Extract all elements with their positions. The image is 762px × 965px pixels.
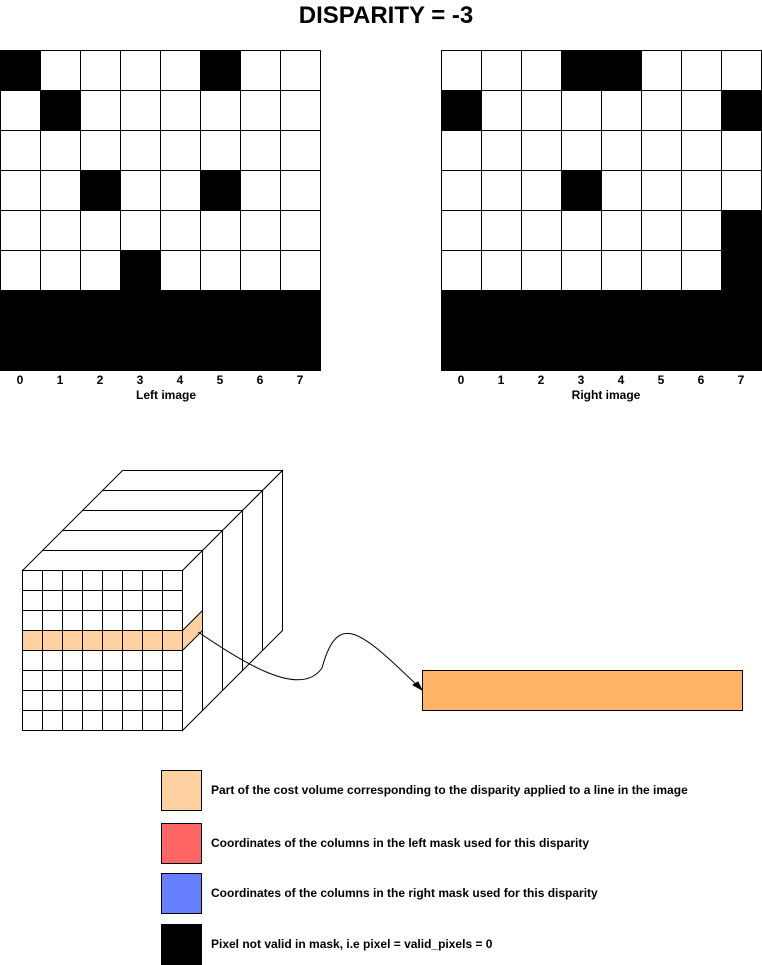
right-image-cell-r3-c3 — [562, 171, 602, 211]
left-image-cell-r7-c3 — [121, 331, 161, 371]
left-image-cell-r3-c5 — [201, 171, 241, 211]
right-image-cell-r3-c4 — [602, 171, 642, 211]
cube-front-cell — [43, 651, 63, 671]
right-image-cell-r3-c5 — [642, 171, 682, 211]
left-image-cell-r0-c7 — [281, 51, 321, 91]
right-image-cell-r4-c0 — [442, 211, 482, 251]
legend-swatch — [162, 771, 202, 811]
right-image-cell-r5-c3 — [562, 251, 602, 291]
right-image-cell-r2-c1 — [482, 131, 522, 171]
cube-front-cell — [163, 571, 183, 591]
right-image-cell-r0-c2 — [522, 51, 562, 91]
right-image-cell-r5-c4 — [602, 251, 642, 291]
left-image-cell-r1-c1 — [41, 91, 81, 131]
cube-front-cell — [163, 671, 183, 691]
right-image-column-label: 5 — [657, 373, 665, 387]
left-image-column-label: 6 — [256, 373, 264, 387]
cube-front-cell — [23, 671, 43, 691]
left-image-cell-r6-c3 — [121, 291, 161, 331]
left-image-grid — [1, 51, 321, 371]
right-image-cell-r2-c4 — [602, 131, 642, 171]
left-image-cell-r7-c4 — [161, 331, 201, 371]
cube-front-cell — [163, 651, 183, 671]
left-image-cell-r7-c7 — [281, 331, 321, 371]
cube-front-cell — [43, 611, 63, 631]
left-image-cell-r7-c5 — [201, 331, 241, 371]
cube-front-cell — [143, 571, 163, 591]
left-image-cell-r3-c1 — [41, 171, 81, 211]
right-image-column-label: 0 — [457, 373, 465, 387]
left-image-cell-r6-c7 — [281, 291, 321, 331]
cube-front-cell — [43, 711, 63, 731]
cube-front-cell — [123, 611, 143, 631]
left-image-cell-r6-c6 — [241, 291, 281, 331]
left-image-cell-r3-c7 — [281, 171, 321, 211]
cube-front-cell — [83, 591, 103, 611]
cube-front-cell — [123, 691, 143, 711]
left-image-cell-r0-c2 — [81, 51, 121, 91]
right-image-cell-r0-c0 — [442, 51, 482, 91]
cube-highlight-cell — [23, 631, 43, 651]
right-image-cell-r1-c3 — [562, 91, 602, 131]
cube-front-cell — [103, 651, 123, 671]
left-image-cell-r6-c4 — [161, 291, 201, 331]
right-image-cell-r1-c2 — [522, 91, 562, 131]
cube-front-cell — [163, 711, 183, 731]
left-image-cell-r1-c0 — [1, 91, 41, 131]
right-image-cell-r2-c2 — [522, 131, 562, 171]
left-image-column-label: 7 — [296, 373, 304, 387]
right-image-cell-r2-c7 — [722, 131, 762, 171]
right-image-cell-r3-c0 — [442, 171, 482, 211]
cube-front-cell — [143, 711, 163, 731]
cube-front-cell — [83, 711, 103, 731]
left-image-cell-r5-c0 — [1, 251, 41, 291]
left-image-cell-r5-c2 — [81, 251, 121, 291]
right-image-cell-r5-c1 — [482, 251, 522, 291]
right-image-cell-r1-c4 — [602, 91, 642, 131]
right-image-cell-r5-c7 — [722, 251, 762, 291]
right-image-cell-r1-c0 — [442, 91, 482, 131]
right-image-cell-r5-c2 — [522, 251, 562, 291]
legend-text: Part of the cost volume corresponding to the disparity applied to a line in the image — [211, 783, 688, 797]
cube-front-cell — [23, 591, 43, 611]
legend-swatch — [162, 874, 202, 914]
right-image-cell-r7-c5 — [642, 331, 682, 371]
right-image-cell-r4-c4 — [602, 211, 642, 251]
right-image-column-label: 1 — [497, 373, 505, 387]
cube-front-cell — [103, 691, 123, 711]
right-image-cell-r6-c7 — [722, 291, 762, 331]
left-image-cell-r6-c2 — [81, 291, 121, 331]
right-image-cell-r0-c4 — [602, 51, 642, 91]
legend-swatch — [162, 824, 202, 864]
left-image-cell-r6-c1 — [41, 291, 81, 331]
cube-front-cell — [83, 611, 103, 631]
disparity-cost-line — [423, 671, 743, 711]
left-image-cell-r5-c6 — [241, 251, 281, 291]
right-image-cell-r5-c0 — [442, 251, 482, 291]
right-image-cell-r6-c4 — [602, 291, 642, 331]
right-image-cell-r0-c5 — [642, 51, 682, 91]
left-image-cell-r4-c4 — [161, 211, 201, 251]
left-image-cell-r1-c4 — [161, 91, 201, 131]
cube-front-cell — [103, 611, 123, 631]
right-image-cell-r7-c7 — [722, 331, 762, 371]
left-image-cell-r2-c1 — [41, 131, 81, 171]
right-image-cell-r7-c1 — [482, 331, 522, 371]
left-image-cell-r2-c0 — [1, 131, 41, 171]
cube-front-cell — [123, 711, 143, 731]
right-image-column-label: 7 — [737, 373, 745, 387]
right-image-cell-r7-c4 — [602, 331, 642, 371]
left-image-cell-r3-c2 — [81, 171, 121, 211]
cube-front-cell — [103, 671, 123, 691]
right-image-column-labels — [458, 373, 745, 387]
right-image-cell-r5-c6 — [682, 251, 722, 291]
right-image-column-label: 3 — [577, 373, 585, 387]
left-image-cell-r4-c2 — [81, 211, 121, 251]
cube-front-cell — [43, 591, 63, 611]
cube-front-cell — [23, 651, 43, 671]
cube-front-cell — [163, 611, 183, 631]
left-image-column-label: 2 — [96, 373, 104, 387]
cube-highlight-cell — [103, 631, 123, 651]
cube-front-cell — [83, 671, 103, 691]
left-image-cell-r2-c4 — [161, 131, 201, 171]
right-image-cell-r6-c3 — [562, 291, 602, 331]
cube-front-cell — [43, 571, 63, 591]
cube-front-cell — [123, 571, 143, 591]
left-image-cell-r6-c0 — [1, 291, 41, 331]
right-image-cell-r6-c6 — [682, 291, 722, 331]
cube-front-cell — [63, 571, 83, 591]
diagram-title: DISPARITY = -3 — [298, 2, 474, 29]
left-image-column-label: 0 — [16, 373, 24, 387]
right-image-cell-r4-c5 — [642, 211, 682, 251]
legend-swatch — [162, 925, 202, 965]
left-image-cell-r1-c6 — [241, 91, 281, 131]
legend-text: Coordinates of the columns in the right mask used for this disparity — [211, 886, 598, 900]
cube-front-cell — [83, 651, 103, 671]
left-image-cell-r0-c6 — [241, 51, 281, 91]
cube-front-cell — [43, 691, 63, 711]
right-image-cell-r4-c3 — [562, 211, 602, 251]
cube-front-cell — [123, 591, 143, 611]
cube-front-cell — [23, 691, 43, 711]
right-image-cell-r6-c5 — [642, 291, 682, 331]
left-image-cell-r0-c5 — [201, 51, 241, 91]
cube-front-cell — [163, 591, 183, 611]
legend — [162, 771, 689, 965]
right-image-cell-r0-c3 — [562, 51, 602, 91]
right-image-cell-r4-c6 — [682, 211, 722, 251]
left-image-cell-r3-c0 — [1, 171, 41, 211]
cube-front-cell — [103, 591, 123, 611]
right-image-cell-r0-c6 — [682, 51, 722, 91]
left-image-cell-r1-c3 — [121, 91, 161, 131]
left-image-cell-r4-c6 — [241, 211, 281, 251]
right-image-cell-r4-c1 — [482, 211, 522, 251]
right-image-column-label: 2 — [537, 373, 545, 387]
right-image-cell-r1-c7 — [722, 91, 762, 131]
cube-front-cell — [143, 651, 163, 671]
right-image-cell-r6-c1 — [482, 291, 522, 331]
cube-front-cell — [103, 571, 123, 591]
cube-front-cell — [123, 651, 143, 671]
cube-front-cell — [143, 671, 163, 691]
right-image-cell-r3-c6 — [682, 171, 722, 211]
cube-front-cell — [63, 591, 83, 611]
right-image-grid — [442, 51, 762, 371]
left-image-label: Left image — [135, 388, 197, 402]
left-image-cell-r0-c3 — [121, 51, 161, 91]
left-image-cell-r2-c5 — [201, 131, 241, 171]
left-image-cell-r2-c6 — [241, 131, 281, 171]
left-image-cell-r0-c0 — [1, 51, 41, 91]
left-image-cell-r4-c3 — [121, 211, 161, 251]
left-image-cell-r0-c4 — [161, 51, 201, 91]
left-image-cell-r3-c3 — [121, 171, 161, 211]
left-image-cell-r5-c1 — [41, 251, 81, 291]
right-image-cell-r7-c2 — [522, 331, 562, 371]
cube-front-cell — [23, 711, 43, 731]
left-image-cell-r7-c6 — [241, 331, 281, 371]
cube-highlight-cell — [163, 631, 183, 651]
right-image-cell-r6-c2 — [522, 291, 562, 331]
right-image-cell-r2-c0 — [442, 131, 482, 171]
cube-front-cell — [103, 711, 123, 731]
cube-front-cell — [23, 611, 43, 631]
right-image-cell-r5-c5 — [642, 251, 682, 291]
cube-front-cell — [63, 711, 83, 731]
left-image-cell-r4-c0 — [1, 211, 41, 251]
right-image-cell-r6-c0 — [442, 291, 482, 331]
right-image-cell-r7-c3 — [562, 331, 602, 371]
left-image-cell-r2-c7 — [281, 131, 321, 171]
cube-front-cell — [83, 691, 103, 711]
cube-front-cell — [83, 571, 103, 591]
left-image-cell-r0-c1 — [41, 51, 81, 91]
cube-highlight-cell — [63, 631, 83, 651]
cube-highlight-cell — [43, 631, 63, 651]
left-image-cell-r2-c2 — [81, 131, 121, 171]
cube-highlight-cell — [143, 631, 163, 651]
legend-text: Pixel not valid in mask, i.e pixel = valid_pixels = 0 — [211, 937, 493, 951]
right-image-cell-r4-c2 — [522, 211, 562, 251]
cube-front-cell — [63, 671, 83, 691]
left-image-cell-r7-c2 — [81, 331, 121, 371]
cube-front-cell — [123, 671, 143, 691]
left-image-cell-r4-c5 — [201, 211, 241, 251]
right-image-cell-r2-c5 — [642, 131, 682, 171]
right-image-cell-r3-c2 — [522, 171, 562, 211]
left-image-cell-r5-c3 — [121, 251, 161, 291]
left-image-cell-r5-c4 — [161, 251, 201, 291]
left-image-cell-r4-c1 — [41, 211, 81, 251]
right-image-cell-r7-c0 — [442, 331, 482, 371]
right-image-cell-r3-c1 — [482, 171, 522, 211]
right-image-cell-r7-c6 — [682, 331, 722, 371]
right-image-cell-r2-c6 — [682, 131, 722, 171]
right-image-cell-r0-c1 — [482, 51, 522, 91]
left-image-cell-r6-c5 — [201, 291, 241, 331]
left-image-column-label: 5 — [216, 373, 224, 387]
right-image-cell-r4-c7 — [722, 211, 762, 251]
left-image-cell-r3-c4 — [161, 171, 201, 211]
cost-volume-cube — [23, 471, 283, 731]
cube-front-cell — [63, 611, 83, 631]
cube-front-cell — [63, 691, 83, 711]
left-image-cell-r1-c2 — [81, 91, 121, 131]
left-image-cell-r3-c6 — [241, 171, 281, 211]
cube-highlight-cell — [123, 631, 143, 651]
left-image-cell-r1-c5 — [201, 91, 241, 131]
left-image-cell-r7-c0 — [1, 331, 41, 371]
right-image-cell-r1-c1 — [482, 91, 522, 131]
right-image-cell-r3-c7 — [722, 171, 762, 211]
left-image-cell-r2-c3 — [121, 131, 161, 171]
left-image-column-label: 3 — [136, 373, 144, 387]
right-image-label: Right image — [571, 388, 641, 402]
right-image-cell-r0-c7 — [722, 51, 762, 91]
left-image-column-label: 4 — [176, 373, 184, 387]
left-image-cell-r7-c1 — [41, 331, 81, 371]
cube-front-cell — [143, 611, 163, 631]
left-image-cell-r4-c7 — [281, 211, 321, 251]
right-image-column-label: 4 — [617, 373, 625, 387]
cube-front-cell — [163, 691, 183, 711]
right-image-cell-r1-c5 — [642, 91, 682, 131]
left-image-cell-r1-c7 — [281, 91, 321, 131]
cube-highlight-cell — [83, 631, 103, 651]
left-image-cell-r5-c7 — [281, 251, 321, 291]
legend-text: Coordinates of the columns in the left mask used for this disparity — [211, 836, 590, 850]
left-image-cell-r5-c5 — [201, 251, 241, 291]
right-image-cell-r2-c3 — [562, 131, 602, 171]
cube-front-cell — [23, 571, 43, 591]
right-image-cell-r1-c6 — [682, 91, 722, 131]
left-image-column-labels — [17, 373, 304, 387]
cube-front-cell — [143, 591, 163, 611]
cube-front-cell — [143, 691, 163, 711]
cube-front-cell — [43, 671, 63, 691]
cube-front-cell — [63, 651, 83, 671]
right-image-column-label: 6 — [697, 373, 705, 387]
left-image-column-label: 1 — [56, 373, 64, 387]
